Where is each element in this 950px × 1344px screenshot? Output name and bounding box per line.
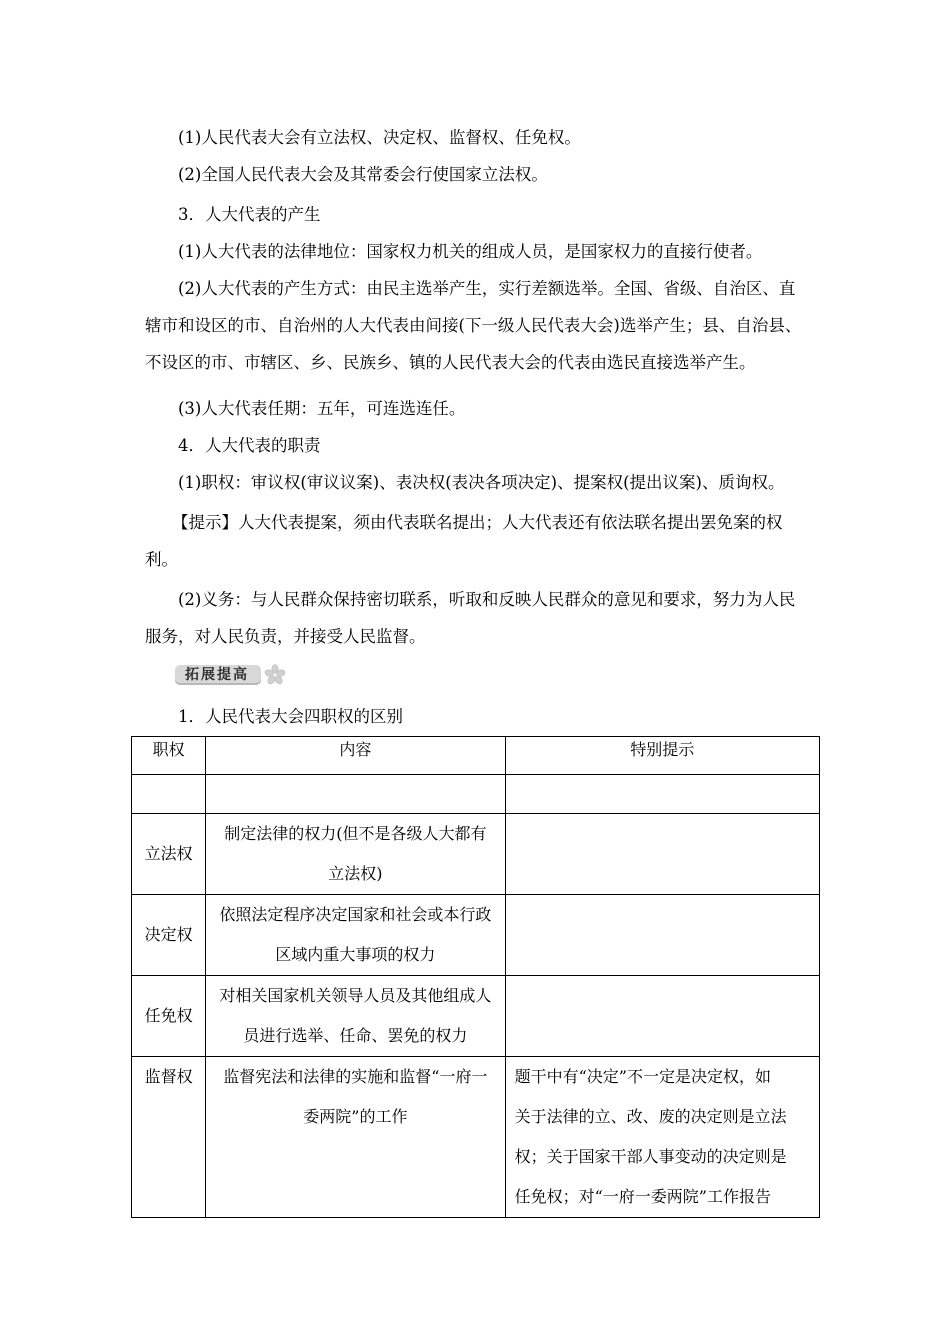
paragraph-npc-legislation: (2)全国人民代表大会及其常委会行使国家立法权。	[178, 165, 548, 184]
section-badge	[175, 664, 287, 686]
powers-table	[131, 736, 820, 1218]
tip-line: 利。	[145, 550, 178, 569]
content-line: 委两院”的工作	[303, 1107, 408, 1126]
flower-icon	[263, 664, 287, 686]
paragraph-line: 服务，对人民负责，并接受人民监督。	[145, 627, 426, 646]
header-power: 职权	[132, 737, 206, 775]
section-badge-label: 拓展提高	[175, 665, 261, 685]
power-content	[206, 976, 505, 1057]
paragraph-legislative-powers: (1)人民代表大会有立法权、决定权、监督权、任免权。	[178, 128, 581, 147]
power-name: 决定权	[132, 895, 206, 976]
note-line: 关于法律的立、改、废的决定则是立法	[514, 1107, 787, 1126]
content-line: 区域内重大事项的权力	[275, 945, 436, 964]
power-name: 监督权	[132, 1057, 206, 1218]
content-line: 对相关国家机关领导人员及其他组成人	[219, 986, 492, 1005]
special-note	[505, 1057, 819, 1218]
table-row	[132, 775, 820, 814]
table-header-row	[132, 737, 820, 775]
header-content: 内容	[206, 737, 505, 775]
header-note: 特别提示	[505, 737, 819, 775]
paragraph-line: (2)人大代表的产生方式：由民主选举产生，实行差额选举。全国、省级、自治区、直	[178, 279, 796, 298]
paragraph-line: 不设区的市、市辖区、乡、民族乡、镇的人民代表大会的代表由选民直接选举产生。	[145, 353, 756, 372]
heading-deputy-election: 3．人大代表的产生	[178, 205, 321, 224]
heading-deputy-duties: 4．人大代表的职责	[178, 436, 321, 455]
table-caption: 1．人民代表大会四职权的区别	[178, 707, 403, 726]
paragraph-term: (3)人大代表任期：五年，可连选连任。	[178, 399, 466, 418]
content-line: 立法权)	[328, 864, 383, 883]
paragraph-line: 辖市和设区的市、自治州的人大代表由间接(下一级人民代表大会)选举产生；县、自治县、	[145, 316, 802, 335]
content-line: 员进行选举、任命、罢免的权力	[243, 1026, 468, 1045]
power-name: 任免权	[132, 976, 206, 1057]
paragraph-obligations	[145, 581, 820, 655]
paragraph-powers: (1)职权：审议权(审议议案)、表决权(表决各项决定)、提案权(提出议案)、质询权。	[178, 473, 785, 492]
content-line: 依照法定程序决定国家和社会或本行政	[219, 905, 492, 924]
table-row	[132, 895, 820, 976]
table-row	[132, 976, 820, 1057]
tip-line: 【提示】人大代表提案，须由代表联名提出；人大代表还有依法联名提出罢免案的权	[172, 513, 783, 532]
power-name: 立法权	[132, 814, 206, 895]
table-row	[132, 1057, 820, 1218]
tip-note	[145, 504, 820, 578]
paragraph-line: (2)义务：与人民群众保持密切联系，听取和反映人民群众的意见和要求，努力为人民	[178, 590, 796, 609]
paragraph-legal-status: (1)人大代表的法律地位：国家权力机关的组成人员，是国家权力的直接行使者。	[178, 242, 763, 261]
content-line: 监督宪法和法律的实施和监督“一府一	[223, 1067, 488, 1086]
content-line: 制定法律的权力(但不是各级人大都有	[224, 824, 487, 843]
power-content	[206, 814, 505, 895]
power-content	[206, 1057, 505, 1218]
note-line: 题干中有“决定”不一定是决定权，如	[514, 1067, 771, 1086]
paragraph-election-method	[145, 270, 820, 381]
table-row	[132, 814, 820, 895]
power-content	[206, 895, 505, 976]
note-line: 任免权；对“一府一委两院”工作报告	[514, 1187, 771, 1206]
note-line: 权；关于国家干部人事变动的决定则是	[514, 1147, 787, 1166]
